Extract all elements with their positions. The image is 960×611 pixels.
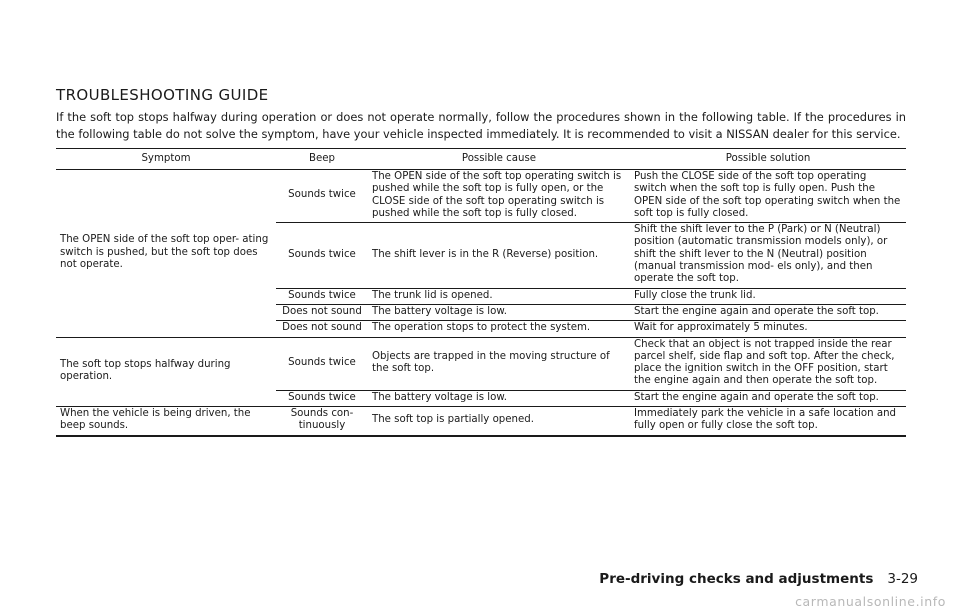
solution-cell: Check that an object is not trapped inside the rear parcel shelf, side flap and soft top. After the check, place the ignition switch in the OFF position, start the engine again and then operate the soft top. (634, 338, 895, 387)
header-beep: Beep (276, 149, 368, 170)
cause-cell: The trunk lid is opened. (368, 288, 630, 304)
table-header-row (56, 149, 906, 170)
intro-paragraph: If the soft top stops halfway during operation or does not operate normally, follow the procedures shown in the following table. If the procedures in the following table do not solve the symptom, have your vehicle inspected immediately. It is recommended to visit a NISSAN dealer for this service. (56, 110, 906, 141)
cause-cell: The battery voltage is low. (368, 390, 630, 406)
beep-cell: Sounds twice (276, 223, 368, 288)
cause-cell: The operation stops to protect the system. (368, 321, 630, 337)
solution-cell: Start the engine again and operate the soft top. (630, 304, 906, 320)
beep-cell: Sounds twice (288, 189, 356, 201)
footer-section-name: Pre-driving checks and adjustments (599, 571, 874, 587)
cause-cell: The soft top is partially opened. (372, 414, 534, 426)
solution-cell: Fully close the trunk lid. (630, 288, 906, 304)
table-row (56, 170, 906, 223)
table-row (56, 337, 906, 390)
symptom-cell: When the vehicle is being driven, the beep sounds. (60, 408, 251, 432)
header-possible-solution: Possible solution (630, 149, 906, 170)
watermark: carmanualsonline.info (795, 594, 946, 609)
troubleshooting-table (56, 148, 906, 437)
beep-cell: Does not sound (276, 304, 368, 320)
beep-cell: Sounds twice (288, 357, 356, 368)
beep-cell: Sounds twice (276, 390, 368, 406)
header-symptom: Symptom (56, 149, 276, 170)
section-title: TROUBLESHOOTING GUIDE (56, 86, 269, 104)
solution-cell: Push the CLOSE side of the soft top operating switch when the soft top is fully open. Push the OPEN side of the soft top operating switch when the soft top is fully closed. (634, 171, 901, 219)
table-row (56, 407, 906, 436)
page-content (56, 86, 906, 437)
symptom-cell: The OPEN side of the soft top oper- ating switch is pushed, but the soft top does not operate. (56, 170, 276, 338)
solution-cell: Shift the shift lever to the P (Park) or N (Neutral) position (automatic transmission models only), or shift the shift lever to the N (Neutral) position (manual transmission mod- els only), and then operate the soft top. (630, 223, 906, 288)
beep-cell: Sounds twice (276, 288, 368, 304)
beep-cell: Sounds con- tinuously (290, 408, 354, 432)
beep-cell: Does not sound (276, 321, 368, 337)
header-possible-cause: Possible cause (368, 149, 630, 170)
cause-cell: The OPEN side of the soft top operating switch is pushed while the soft top is fully open, or the CLOSE side of the soft top operating switch is pushed while the soft top is fully closed. (372, 171, 622, 219)
cause-cell: The battery voltage is low. (368, 304, 630, 320)
symptom-cell: The soft top stops halfway during operation. (56, 337, 276, 406)
cause-cell: Objects are trapped in the moving structure of the soft top. (372, 350, 610, 375)
solution-cell: Immediately park the vehicle in a safe location and fully open or fully close the soft top. (634, 408, 897, 432)
cause-cell: The shift lever is in the R (Reverse) position. (368, 223, 630, 288)
solution-cell: Start the engine again and operate the soft top. (630, 390, 906, 406)
page-footer (599, 571, 918, 587)
page-number: 3-29 (887, 571, 918, 587)
solution-cell: Wait for approximately 5 minutes. (630, 321, 906, 337)
